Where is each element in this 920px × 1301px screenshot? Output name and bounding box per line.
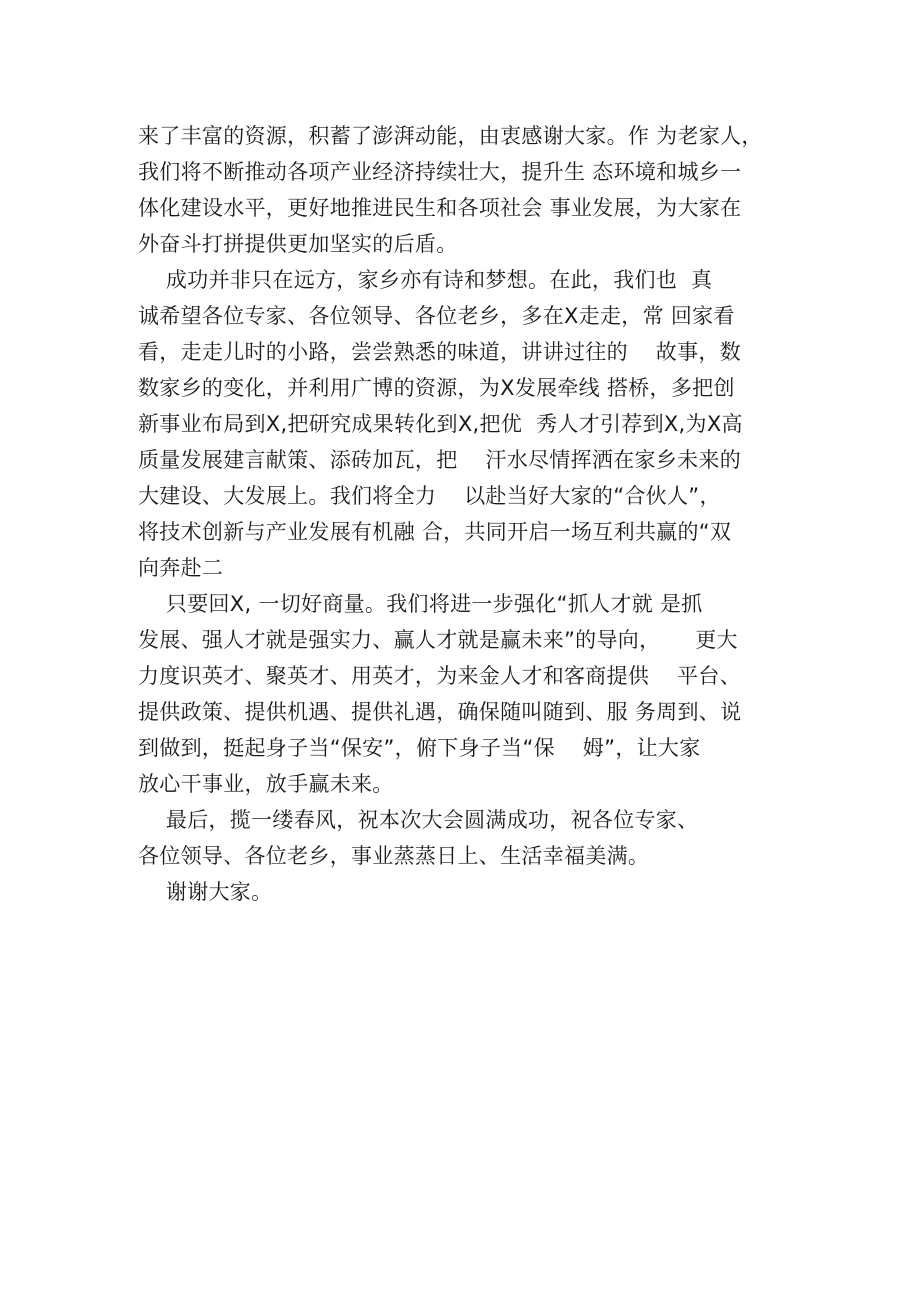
text-line: 向奔赴二 [138, 556, 224, 580]
text-line: 放心干事业，放手赢未来。 [138, 772, 394, 796]
text-line: 新事业布局到X,把研究成果转化到X,把优 秀人才引荐到X,为X高 [138, 412, 743, 436]
paragraph [138, 586, 798, 802]
text-line: 将技术创新与产业发展有机融 合，共同开启一场互利共赢的“双 [138, 520, 732, 544]
text-line: 质量发展建言献策、添砖加瓦，把 汗水尽情挥洒在家乡未来的 [138, 448, 741, 472]
text-line: 谢谢大家。 [138, 880, 273, 904]
paragraph [138, 262, 798, 586]
paragraph [138, 874, 798, 910]
text-line: 各位领导、各位老乡，事业蒸蒸日上、生活幸福美满。 [138, 844, 650, 868]
text-line: 大建设、大发展上。我们将全力 以赴当好大家的“合伙人”， [138, 484, 721, 508]
text-line: 只要回X, 一切好商量。我们将进一步强化“抓人才就 是抓 [138, 592, 703, 616]
text-line: 外奋斗打拼提供更加坚实的后盾。 [138, 232, 458, 256]
text-line: 看，走走儿时的小路，尝尝熟悉的味道，讲讲过往的 故事，数 [138, 340, 741, 364]
body-text [138, 118, 798, 910]
text-line: 体化建设水平，更好地推进民生和各项社会 事业发展，为大家在 [138, 196, 742, 220]
paragraph [138, 802, 798, 874]
text-line: 成功并非只在远方，家乡亦有诗和梦想。在此，我们也 真 [138, 268, 713, 292]
text-line: 提供政策、提供机遇、提供礼遇，确保随叫随到、服 务周到、说 [138, 700, 742, 724]
text-line: 我们将不断推动各项产业经济持续壮大，提升生 态环境和城乡一 [138, 160, 742, 184]
text-line: 最后，揽一缕春风，祝本次大会圆满成功，祝各位专家、 [138, 808, 699, 832]
text-line: 诚希望各位专家、各位领导、各位老乡，多在X走走，常 回家看 [138, 304, 735, 328]
paragraph [138, 118, 798, 262]
text-line: 数家乡的变化，并利用广博的资源，为X发展牵线 搭桥，多把创 [138, 376, 735, 400]
text-line: 到做到，挺起身子当“保安”，俯下身子当“保 姆”，让大家 [138, 736, 701, 760]
text-line: 发展、强人才就是强实力、赢人才就是赢未来”的导向， 更大 [138, 628, 738, 652]
text-line: 来了丰富的资源，积蓄了澎湃动能，由衷感谢大家。作 为老家人， [138, 124, 763, 148]
text-line: 力度识英才、聚英才、用英才，为来金人才和客商提供 平台、 [138, 664, 741, 688]
